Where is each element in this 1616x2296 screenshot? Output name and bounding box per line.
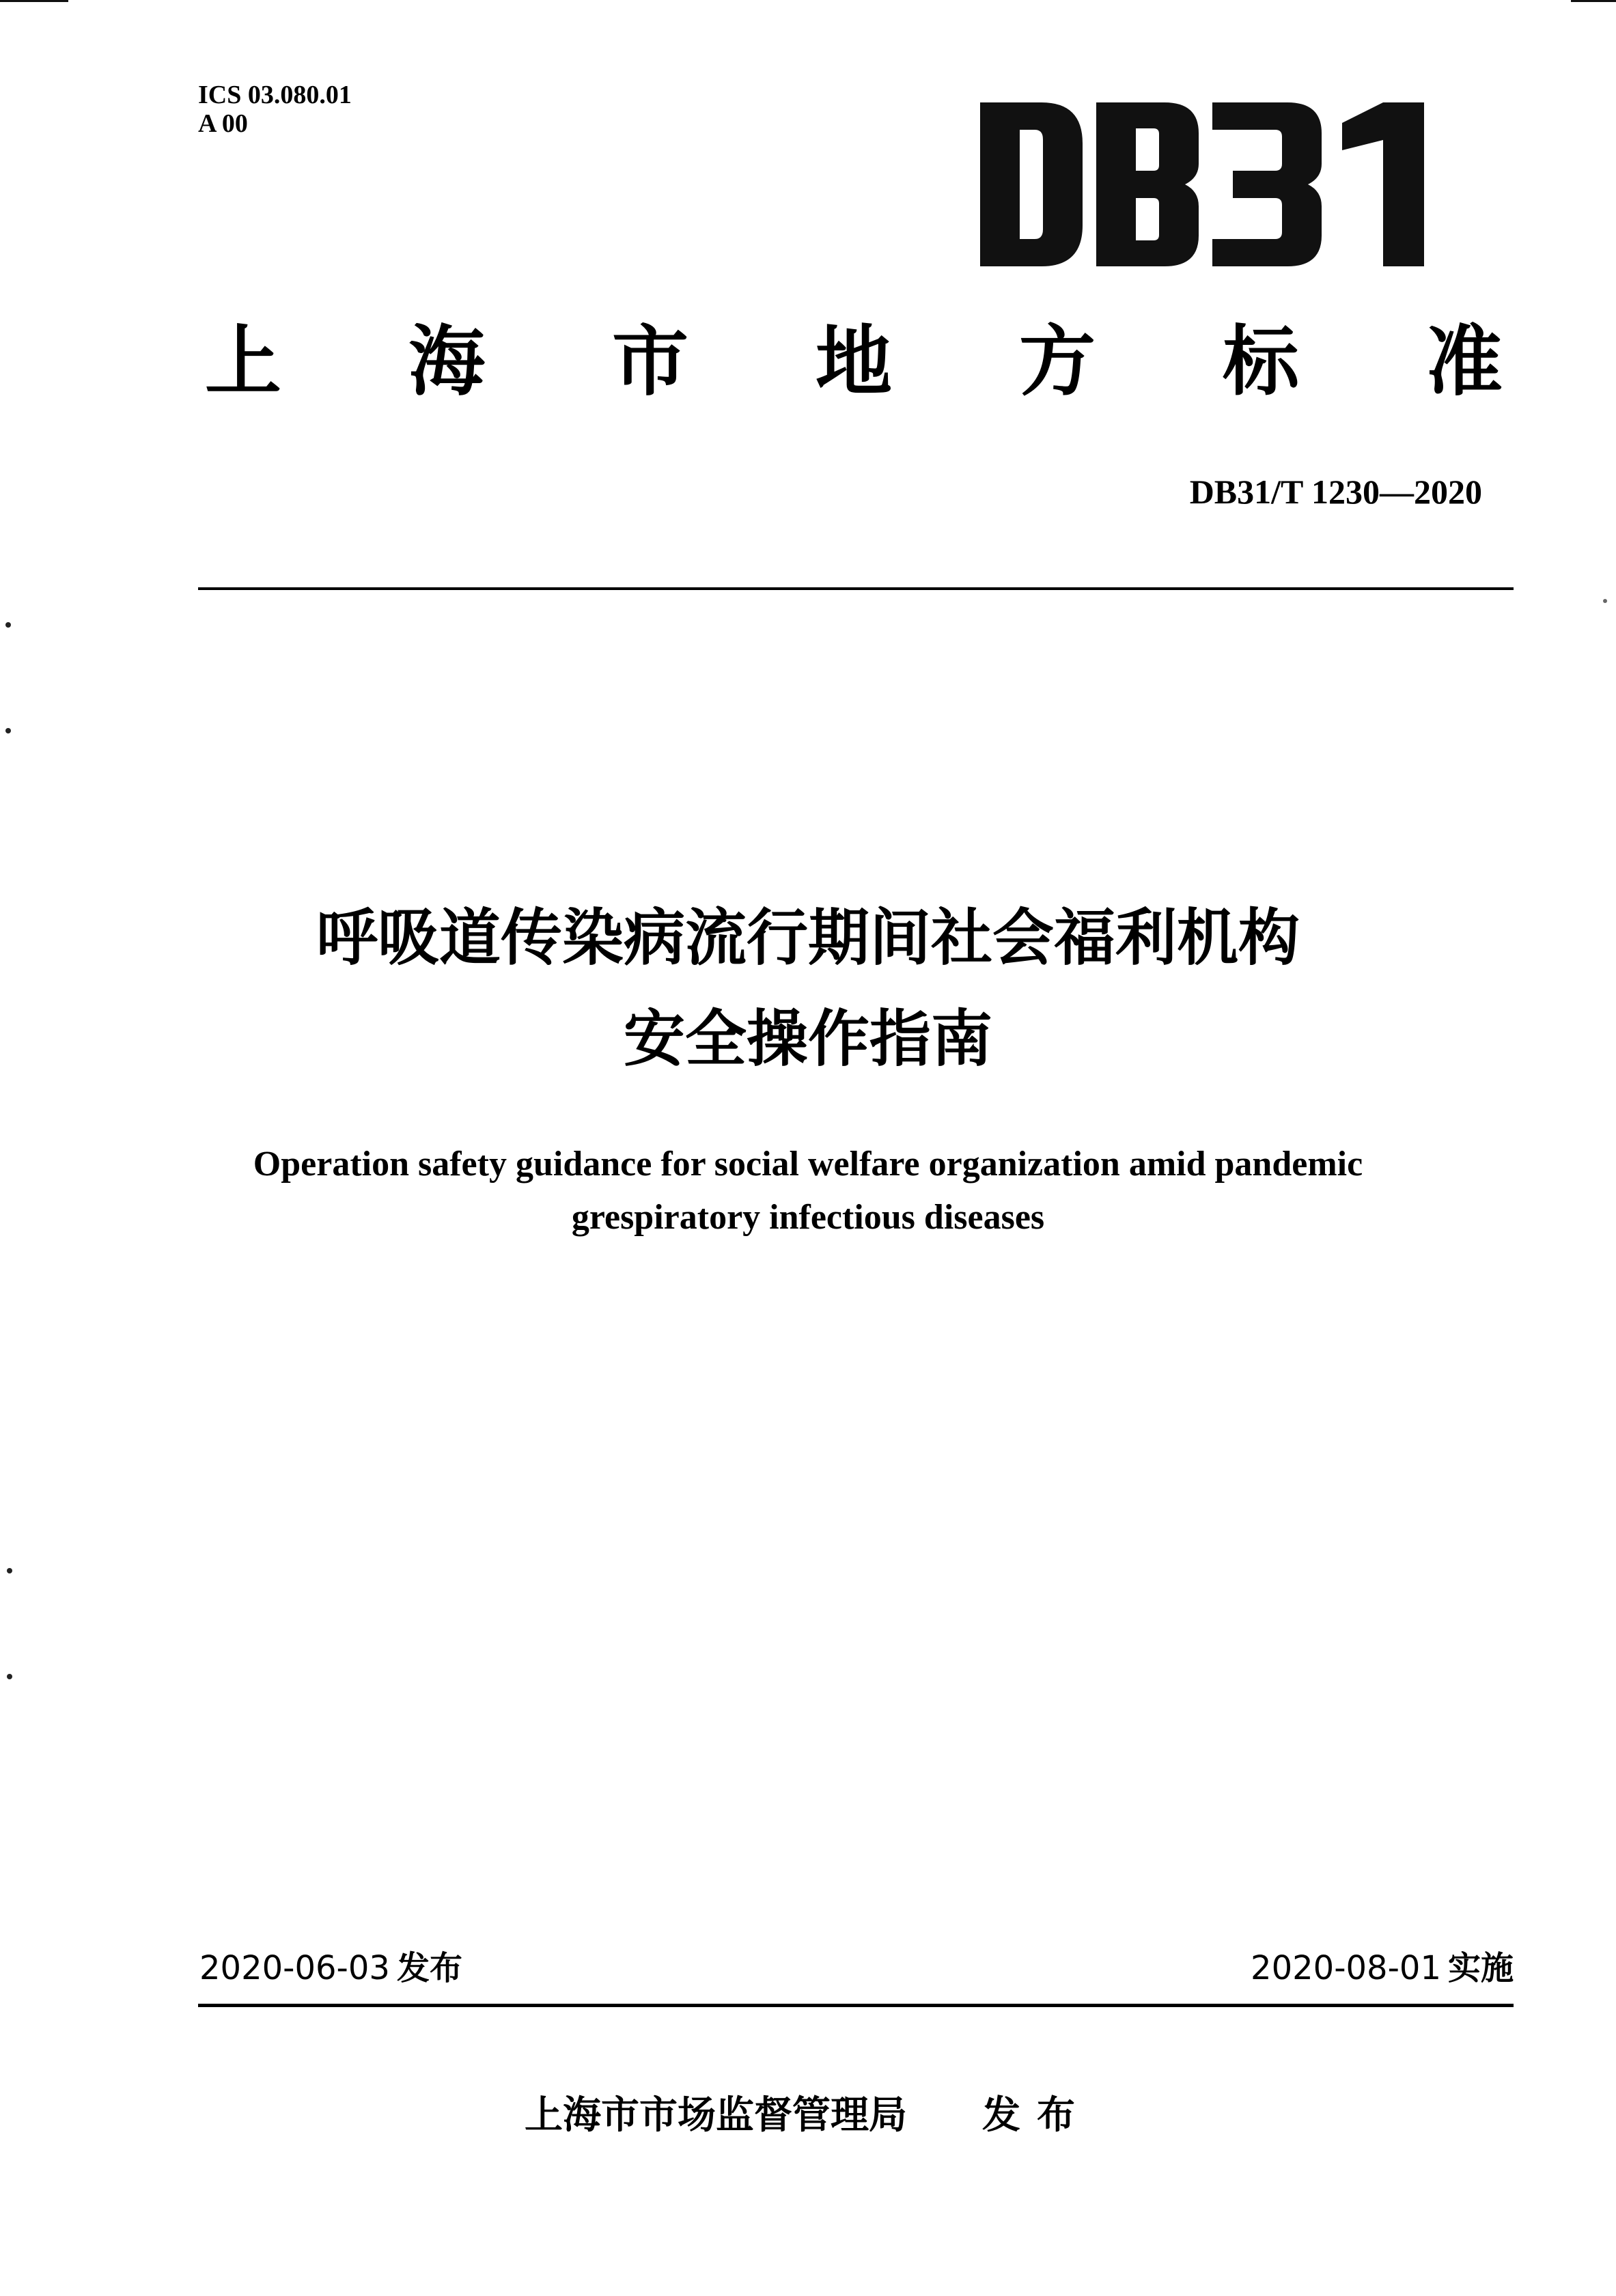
classification-block [198, 81, 352, 138]
english-title-line-2: grespiratory infectious diseases [571, 1198, 1045, 1237]
category-char: 标 [1223, 318, 1299, 406]
chinese-title-line-2: 安全操作指南 [624, 1003, 992, 1075]
bottom-divider [198, 2004, 1514, 2007]
implementation-verb: 实施 [1447, 1949, 1514, 1987]
issuing-authority [0, 2088, 1616, 2143]
ics-code: ICS 03.080.01 [198, 81, 352, 109]
db31-logo-graphic [980, 102, 1431, 266]
issuer-verb: 发布 [982, 2093, 1091, 2138]
issue-verb: 发布 [396, 1949, 462, 1987]
implementation-date-block [1251, 1946, 1514, 1990]
category-char: 方 [1019, 318, 1096, 406]
category-char: 海 [408, 318, 485, 406]
standard-number: DB31/T 1230—2020 [1189, 473, 1482, 511]
implementation-date: 2020-08-01 [1251, 1949, 1441, 1987]
category-char: 市 [612, 318, 688, 406]
english-title-line-1: Operation safety guidance for social welfare organization amid pandemic [253, 1145, 1363, 1184]
category-char: 准 [1426, 318, 1503, 406]
issuer-name: 上海市市场监督管理局 [525, 2093, 907, 2138]
standard-category [205, 318, 1503, 406]
category-char: 上 [205, 318, 281, 406]
top-divider [198, 587, 1514, 590]
db31-logo [980, 102, 1431, 266]
issue-date: 2020-06-03 [199, 1949, 390, 1987]
category-char: 地 [816, 318, 892, 406]
issue-date-block [199, 1946, 462, 1990]
class-code: A 00 [198, 109, 248, 138]
chinese-title-line-1: 呼吸道传染病流行期间社会福利机构 [316, 902, 1300, 974]
